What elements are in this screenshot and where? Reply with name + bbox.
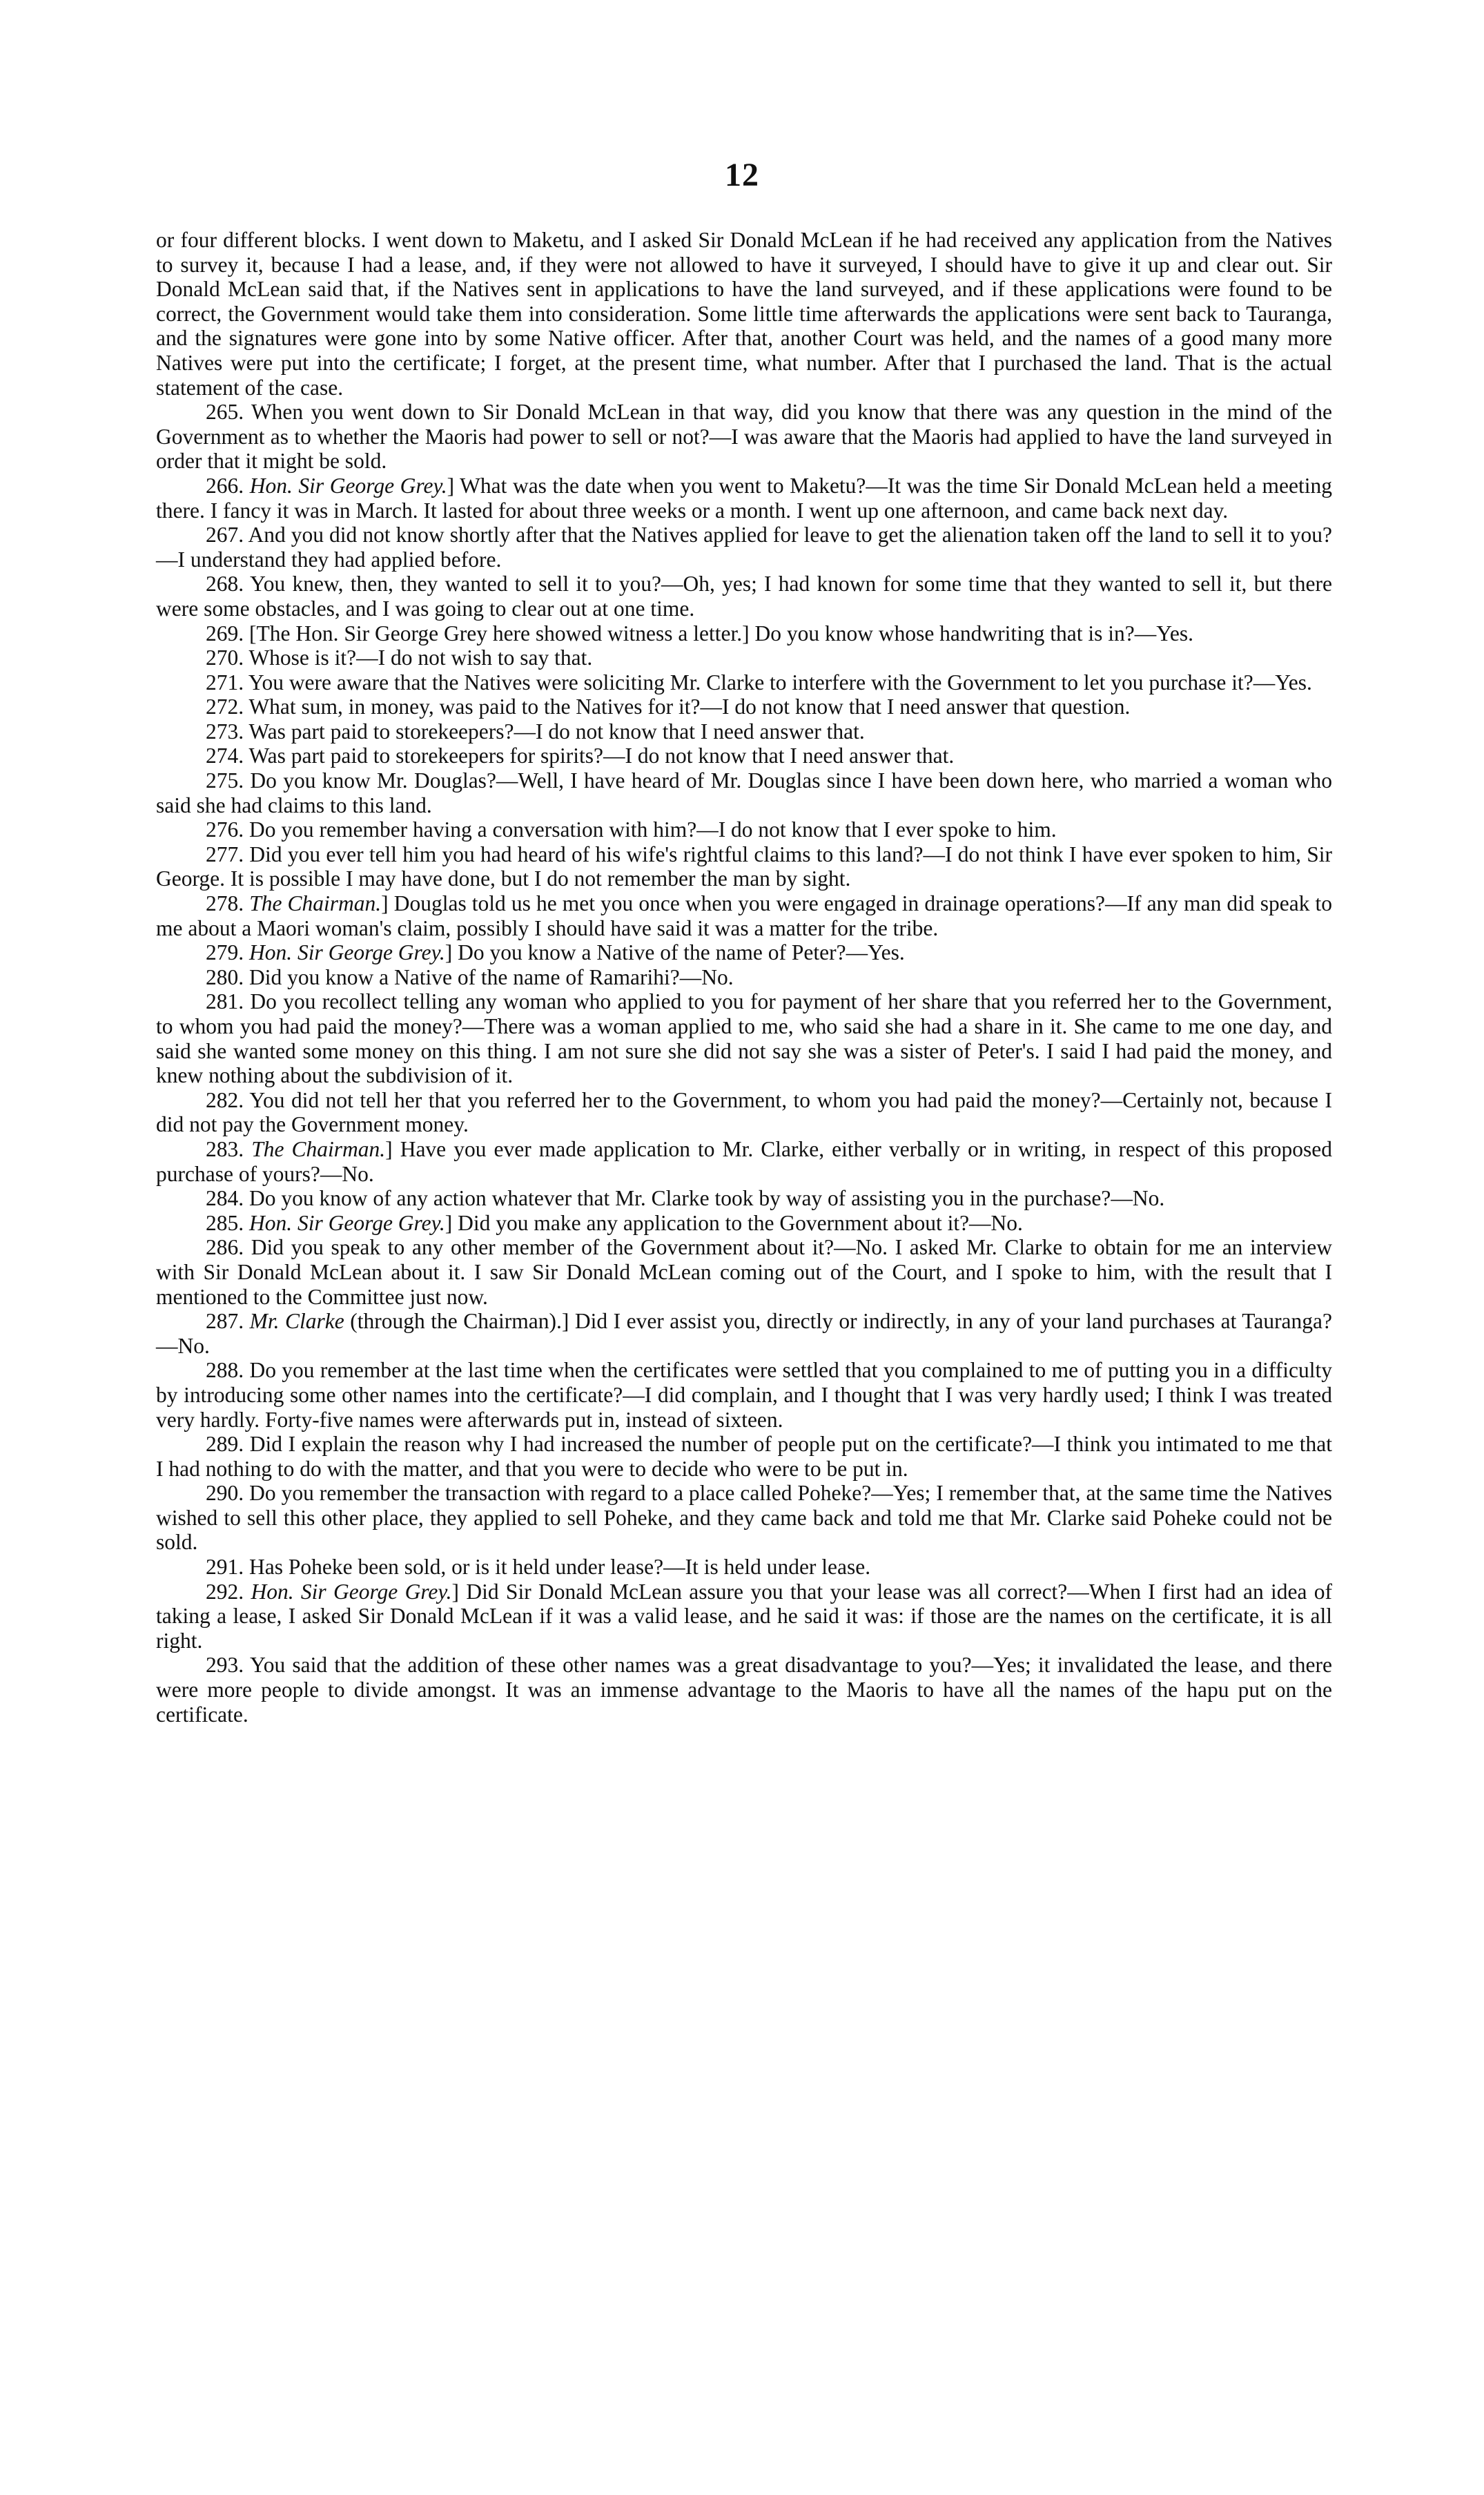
paragraph-text: Do you remember having a conversation with him?—I do not know that I ever spoke to him.	[249, 817, 1057, 842]
question-number: 279.	[206, 940, 244, 965]
paragraph-text: Was part paid to storekeepers?—I do not know that I need answer that.	[248, 719, 865, 744]
question-paragraph	[156, 989, 1332, 1087]
paragraph-text: Was part paid to storekeepers for spirits?—I do not know that I need answer that.	[248, 744, 955, 768]
question-number: 278.	[206, 891, 244, 916]
document-body	[156, 228, 1332, 1727]
paragraph-text: When you went down to Sir Donald McLean in that way, did you know that there was any question in the mind of the Government as to whether the Maoris had power to sell or not?—I was aware that the Maoris had applied to have the land surveyed in order that it might be sold.	[156, 400, 1332, 474]
question-number: 275.	[206, 768, 244, 793]
paragraph-text: What was the date when you went to Maketu?—It was the time Sir Donald McLean held a meeting there. I fancy it was in March. It lasted for about three weeks or a month. I went up one afternoon, and came back next day.	[156, 473, 1333, 523]
question-paragraph	[156, 1580, 1332, 1653]
speaker-suffix: ]	[381, 891, 389, 916]
speaker-name: The Chairman.	[251, 1136, 386, 1161]
question-paragraph	[156, 1358, 1332, 1432]
question-number: 271.	[206, 670, 244, 695]
paragraph-text: You did not tell her that you referred her to the Government, to whom you had paid the money?—Certainly not, because I did not pay the Government money.	[156, 1087, 1332, 1137]
question-paragraph	[156, 400, 1332, 474]
question-paragraph	[156, 645, 1332, 670]
question-paragraph	[156, 965, 1332, 990]
paragraph-text: Do you know a Native of the name of Peter?—Yes.	[458, 940, 905, 965]
question-paragraph	[156, 817, 1332, 842]
continuation-paragraph	[156, 228, 1332, 400]
question-number: 266.	[206, 473, 244, 498]
question-number: 285.	[206, 1210, 244, 1235]
speaker-suffix: ]	[385, 1136, 393, 1161]
question-paragraph	[156, 744, 1332, 768]
speaker-name: Hon. Sir George Grey.	[249, 940, 445, 965]
question-paragraph	[156, 1309, 1332, 1358]
question-number: 282.	[206, 1087, 244, 1112]
question-number: 293.	[206, 1653, 244, 1678]
question-paragraph	[156, 1211, 1332, 1236]
paragraph-text: or four different blocks. I went down to Maketu, and I asked Sir Donald McLean if he had received any application from the Natives to survey it, because I had a lease, and, if they were not allowed to have it surveyed, I should have to give it up and clear out. Sir Donald McLean said that, if the Natives sent in applications to have the land surveyed, and if these applications were found to be correct, the Government would take them into consideration. Some little time afterwards the applications were sent back to Tauranga, and the signatures were gone into by some Native officer. After that, another Court was held, and the names of a good many more Natives were put into the certificate; I forget, at the present time, what number. After that I purchased the land. That is the actual statement of the case.	[156, 228, 1332, 400]
paragraph-text: Do you recollect telling any woman who applied to you for payment of her share that you referred her to the Government, to whom you had paid the money?—There was a woman applied to me, who said she had a share in it. She came to me one day, and said she wanted some money on this thing. I am not sure she did not say she was a sister of Peter's. I said I had paid the money, and knew nothing about the subdivision of it.	[156, 989, 1332, 1088]
page-number: 12	[725, 157, 759, 193]
paragraph-text: Has Poheke been sold, or is it held under lease?—It is held under lease.	[249, 1555, 871, 1580]
question-number: 274.	[206, 744, 244, 768]
question-number: 273.	[206, 719, 244, 744]
speaker-name: Mr. Clarke	[249, 1309, 344, 1334]
question-paragraph	[156, 940, 1332, 965]
question-number: 291.	[206, 1555, 244, 1580]
paragraph-text: [The Hon. Sir George Grey here showed witness a letter.] Do you know whose handwriting that is in?—Yes.	[249, 621, 1193, 645]
question-paragraph	[156, 695, 1332, 719]
question-paragraph	[156, 719, 1332, 744]
question-paragraph	[156, 768, 1332, 817]
paragraph-text: Have you ever made application to Mr. Clarke, either verbally or in writing, in respect of this proposed purchase of yours?—No.	[156, 1136, 1333, 1186]
question-number: 267.	[206, 523, 244, 547]
question-paragraph	[156, 621, 1332, 646]
question-number: 281.	[206, 989, 244, 1014]
question-paragraph	[156, 572, 1332, 621]
paragraph-text: You said that the addition of these other names was a great disadvantage to you?—Yes; it invalidated the lease, and there were more people to divide amongst. It was an immense advantage to the Maoris to have all the names of the hapu put on the certificate.	[156, 1653, 1332, 1727]
paragraph-text: Did you ever tell him you had heard of his wife's rightful claims to this land?—I do not think I have ever spoken to him, Sir George. It is possible I may have done, but I do not remember the man by sight.	[156, 842, 1333, 891]
speaker-suffix: (through the Chairman).]	[344, 1309, 569, 1334]
speaker-name: Hon. Sir George Grey.	[249, 473, 447, 498]
speaker-suffix: ]	[445, 1210, 453, 1235]
question-number: 288.	[206, 1358, 244, 1383]
paragraph-text: Did you know a Native of the name of Ramarihi?—No.	[249, 964, 734, 989]
paragraph-text: Did I ever assist you, directly or indirectly, in any of your land purchases at Tauranga?—No.	[156, 1309, 1333, 1358]
paragraph-text: Did I explain the reason why I had increased the number of people put on the certificate?—I think you intimated to me that I had nothing to do with the matter, and that you were to decide who were to be put in.	[156, 1432, 1332, 1481]
paragraph-text: Do you remember the transaction with regard to a place called Poheke?—Yes; I remember that, at the same time the Natives wished to sell this other place, they applied to sell Poheke, and they came back and told me that Mr. Clarke said Poheke could not be sold.	[156, 1481, 1332, 1555]
paragraph-text: You knew, then, they wanted to sell it to you?—Oh, yes; I had known for some time that they wanted to sell it, but there were some obstacles, and I was going to clear out at one time.	[156, 572, 1332, 621]
question-paragraph	[156, 842, 1332, 891]
question-number: 276.	[206, 817, 244, 842]
question-paragraph	[156, 474, 1332, 523]
question-paragraph	[156, 523, 1332, 572]
paragraph-text: What sum, in money, was paid to the Natives for it?—I do not know that I need answer that question.	[248, 695, 1131, 719]
question-number: 265.	[206, 400, 244, 425]
question-number: 268.	[206, 572, 244, 596]
question-number: 286.	[206, 1235, 244, 1260]
question-number: 283.	[206, 1136, 244, 1161]
paragraph-text: And you did not know shortly after that the Natives applied for leave to get the alienation taken off the land to sell it to you?—I understand they had applied before.	[156, 523, 1333, 572]
question-paragraph	[156, 1088, 1332, 1137]
paragraph-text: Do you remember at the last time when the certificates were settled that you complained to me of putting you in a difficulty by introducing some other names into the certificate?—I did complain, and I thought that I was very hardly used; I think I was treated very hardly. Forty-five names were afterwards put in, instead of sixteen.	[156, 1358, 1332, 1432]
question-paragraph	[156, 670, 1332, 695]
speaker-name: The Chairman.	[249, 891, 382, 916]
question-number: 290.	[206, 1481, 244, 1506]
question-number: 287.	[206, 1309, 244, 1334]
question-paragraph	[156, 1137, 1332, 1186]
question-number: 269.	[206, 621, 244, 645]
paragraph-text: Did you speak to any other member of the Government about it?—No. I asked Mr. Clarke to obtain for me an interview with Sir Donald McLean about it. I saw Sir Donald McLean coming out of the Court, and I spoke to him, with the result that I mentioned to the Committee just now.	[156, 1235, 1332, 1309]
question-paragraph	[156, 1186, 1332, 1211]
speaker-suffix: ]	[447, 473, 455, 498]
question-paragraph	[156, 1432, 1332, 1481]
question-number: 289.	[206, 1432, 244, 1457]
question-number: 280.	[206, 964, 244, 989]
question-number: 277.	[206, 842, 244, 866]
speaker-name: Hon. Sir George Grey.	[249, 1210, 445, 1235]
question-paragraph	[156, 1653, 1332, 1727]
question-paragraph	[156, 1235, 1332, 1309]
question-paragraph	[156, 1481, 1332, 1555]
paragraph-text: Whose is it?—I do not wish to say that.	[248, 645, 593, 670]
question-paragraph	[156, 891, 1332, 940]
paragraph-text: Did Sir Donald McLean assure you that your lease was all correct?—When I first had an idea of taking a lease, I asked Sir Donald McLean if it was a valid lease, and he said it was: if those are the names on the certificate, it is all right.	[156, 1579, 1333, 1653]
paragraph-text: Douglas told us he met you once when you were engaged in drainage operations?—If any man did speak to me about a Maori woman's claim, possibly I should have said it was a matter for the tribe.	[156, 891, 1333, 940]
speaker-suffix: ]	[451, 1579, 460, 1604]
question-number: 292.	[206, 1579, 244, 1604]
speaker-name: Hon. Sir George Grey.	[251, 1579, 452, 1604]
paragraph-text: Do you know Mr. Douglas?—Well, I have heard of Mr. Douglas since I have been down here, who married a woman who said she had claims to this land.	[156, 768, 1333, 817]
paragraph-text: Did you make any application to the Government about it?—No.	[458, 1210, 1023, 1235]
question-number: 284.	[206, 1186, 244, 1211]
paragraph-text: You were aware that the Natives were soliciting Mr. Clarke to interfere with the Government to let you purchase it?—Yes.	[248, 670, 1312, 695]
paragraph-text: Do you know of any action whatever that Mr. Clarke took by way of assisting you in the purchase?—No.	[249, 1186, 1165, 1211]
speaker-suffix: ]	[445, 940, 453, 965]
question-number: 270.	[206, 645, 244, 670]
question-number: 272.	[206, 695, 244, 719]
question-paragraph	[156, 1555, 1332, 1580]
